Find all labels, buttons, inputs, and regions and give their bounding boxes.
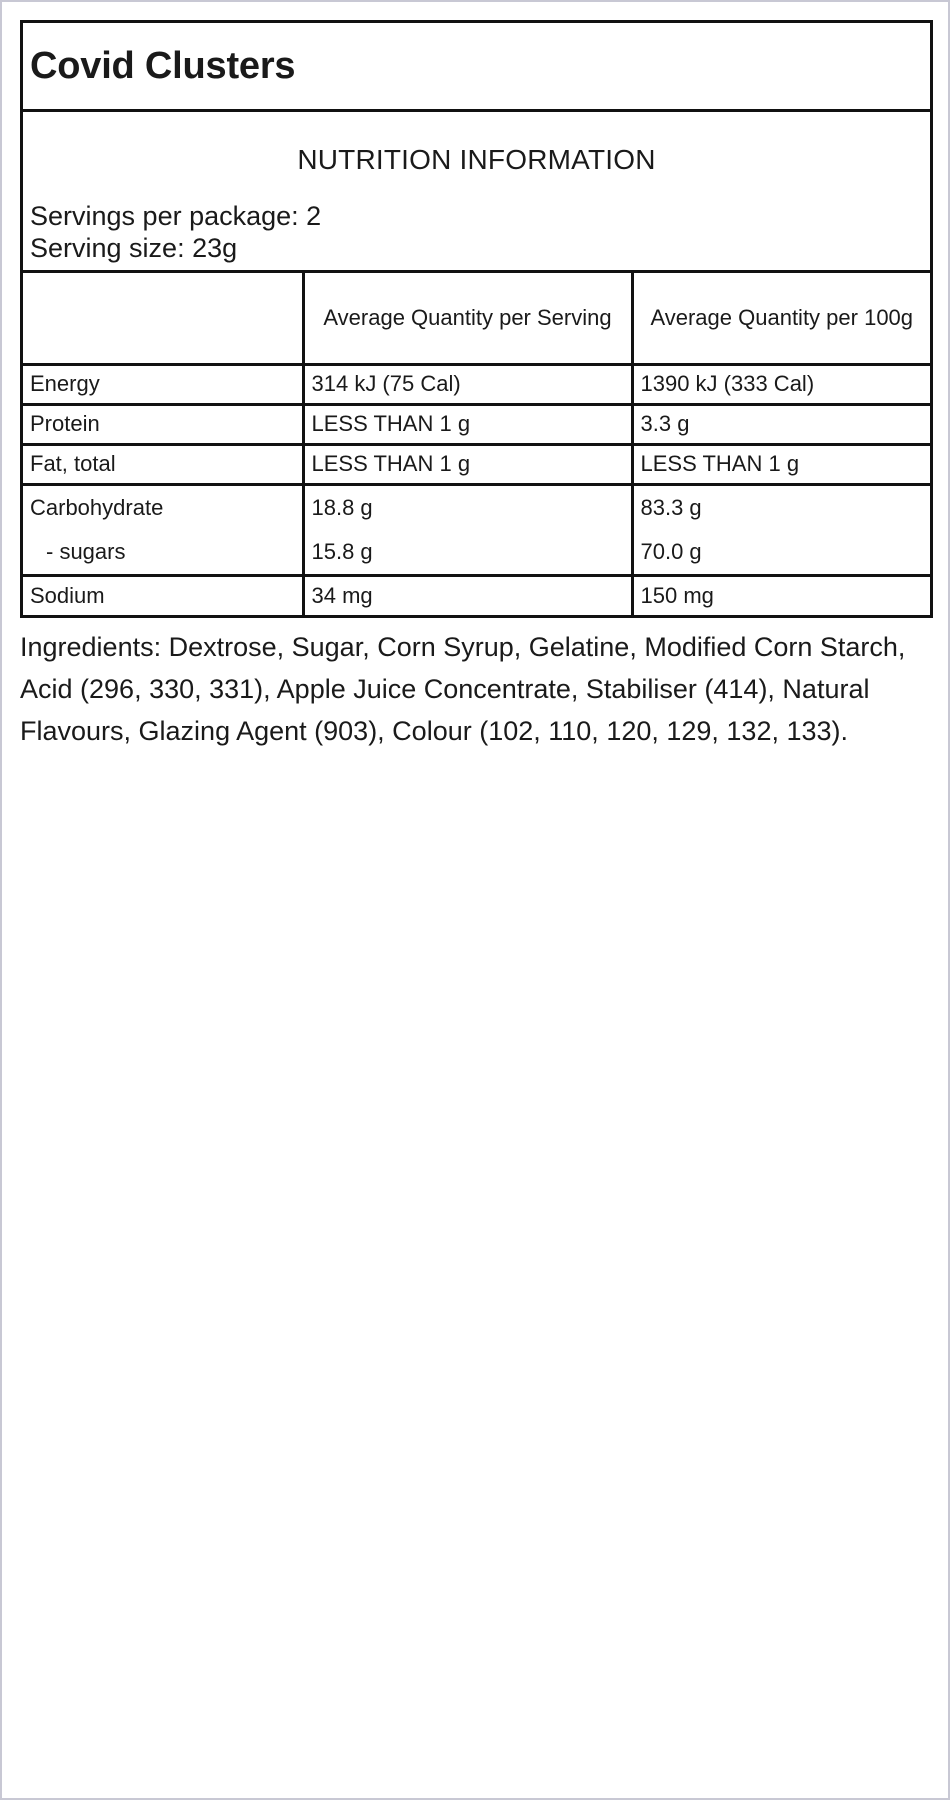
title-row bbox=[23, 23, 930, 112]
nutrient-label-group bbox=[23, 484, 303, 575]
value-per-100g-sub: 70.0 g bbox=[640, 538, 702, 564]
nutrient-label: Carbohydrate bbox=[30, 494, 164, 520]
serving-size: Serving size: 23g bbox=[30, 233, 238, 263]
value-per-serving-sub: 15.8 g bbox=[311, 538, 373, 564]
value-per-100g: 1390 kJ (333 Cal) bbox=[632, 364, 930, 404]
header-per-serving: Average Quantity per Serving bbox=[303, 273, 632, 364]
servings-per-package: Servings per package: 2 bbox=[30, 201, 322, 231]
nutrition-table bbox=[23, 273, 930, 615]
table-row-protein bbox=[23, 404, 930, 444]
table-row-sodium bbox=[23, 575, 930, 615]
table-row-energy bbox=[23, 364, 930, 404]
value-per-serving-group bbox=[303, 484, 632, 575]
header-label-cell bbox=[23, 273, 303, 364]
product-title: Covid Clusters bbox=[30, 44, 296, 87]
table-header-row bbox=[23, 273, 930, 364]
value-per-100g: 150 mg bbox=[632, 575, 930, 615]
value-per-serving: 18.8 g bbox=[311, 494, 373, 520]
value-per-100g: 83.3 g bbox=[640, 494, 702, 520]
value-per-100g-group bbox=[632, 484, 930, 575]
value-per-serving: LESS THAN 1 g bbox=[303, 444, 632, 484]
nutrient-sublabel: - sugars bbox=[46, 538, 126, 564]
table-row-fat bbox=[23, 444, 930, 484]
nutrient-label: Fat, total bbox=[23, 444, 303, 484]
nutrient-label: Sodium bbox=[23, 575, 303, 615]
nutrient-label: Energy bbox=[23, 364, 303, 404]
value-per-100g: 3.3 g bbox=[632, 404, 930, 444]
value-per-serving: 34 mg bbox=[303, 575, 632, 615]
nutrition-label bbox=[20, 20, 933, 618]
header-per-100g: Average Quantity per 100g bbox=[632, 273, 930, 364]
nutrition-info-block bbox=[23, 112, 930, 273]
nutrition-heading: NUTRITION INFORMATION bbox=[297, 144, 656, 175]
value-per-100g: LESS THAN 1 g bbox=[632, 444, 930, 484]
value-per-serving: LESS THAN 1 g bbox=[303, 404, 632, 444]
ingredients-text: Ingredients: Dextrose, Sugar, Corn Syrup, Gelatine, Modified Corn Starch, Acid (296, 330, 331), Apple Juice Concentrate, Stabiliser (414), Natural Flavours, Glazing Agent (903), Colour (102, 110, 120, 129, 132, 133). bbox=[20, 632, 906, 746]
nutrition-panel bbox=[20, 20, 933, 752]
table-row-carbohydrate bbox=[23, 484, 930, 575]
nutrient-label: Protein bbox=[23, 404, 303, 444]
value-per-serving: 314 kJ (75 Cal) bbox=[303, 364, 632, 404]
